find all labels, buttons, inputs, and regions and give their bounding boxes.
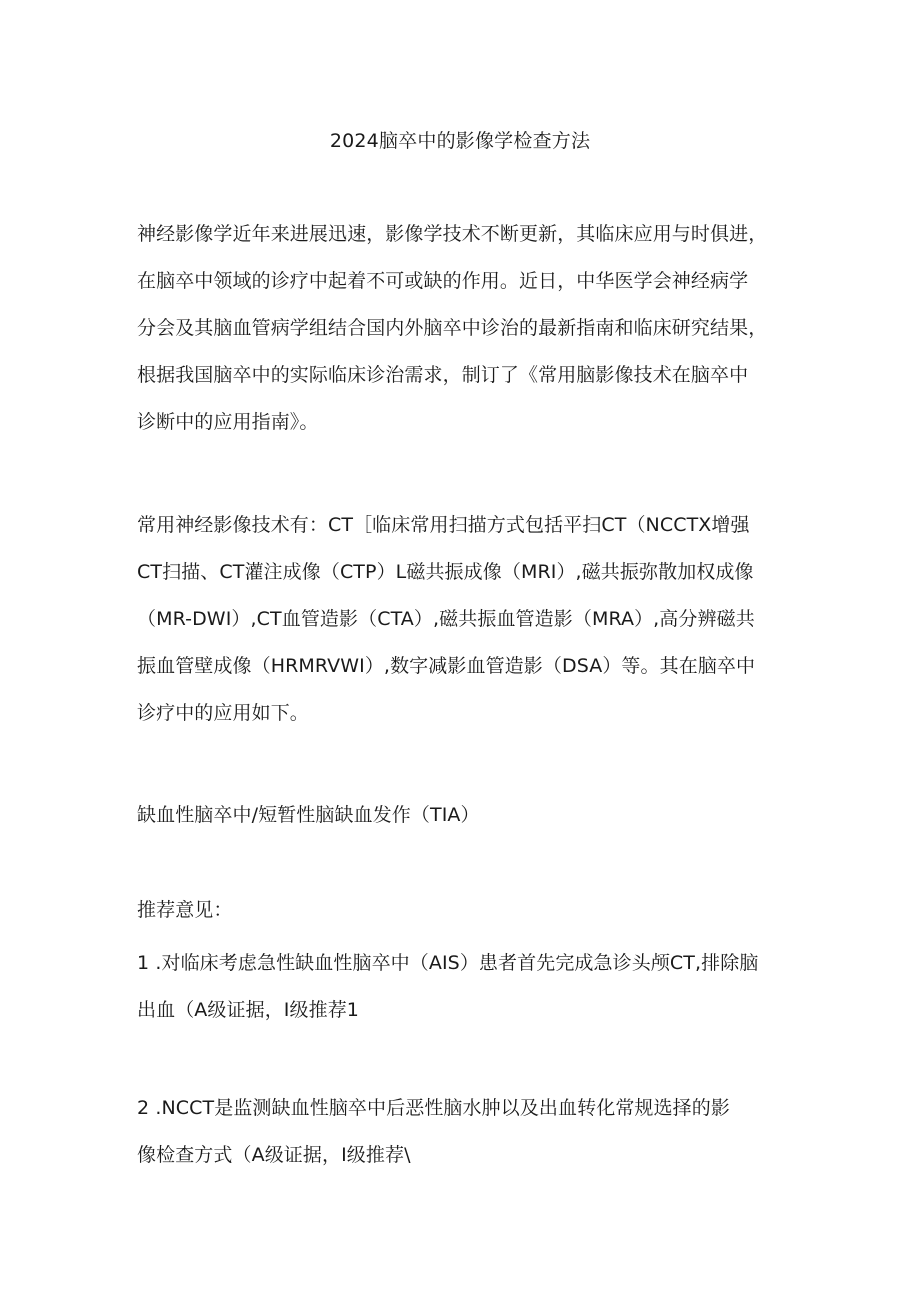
recommendation-item-1 [137,940,797,1034]
paragraph-line: 神经影像学近年来进展迅速，影像学技术不断更新，其临床应用与时俱进， [137,223,768,245]
paragraph-line: 诊疗中的应用如下。 [137,702,309,724]
document-title: 2024脑卒中的影像学检查方法 [329,130,591,152]
paragraph-line: 诊断中的应用指南》。 [137,411,319,433]
recommendations-label [137,887,797,934]
paragraph-line: 振血管壁成像（HRMRVWI）,数字减影血管造影（DSA）等。其在脑卒中 [137,655,756,677]
paragraph-line: 2 .NCCT是监测缺血性脑卒中后恶性脑水肿以及出血转化常规选择的影 [137,1097,730,1119]
paragraph-line: 根据我国脑卒中的实际临床诊治需求，制订了《常用脑影像技术在脑卒中 [137,364,749,386]
techniques-paragraph [137,502,797,737]
section-heading [137,792,797,839]
recommendation-item-2 [137,1085,797,1179]
paragraph-line: 分会及其脑血管病学组结合国内外脑卒中诊治的最新指南和临床研究结果， [137,317,768,339]
paragraph-line: CT扫描、CT灌注成像（CTP）L磁共振成像（MRI）,磁共振弥散加权成像 [137,561,754,583]
intro-paragraph [137,211,797,446]
paragraph-line: 常用神经影像技术有：CT［临床常用扫描方式包括平扫CT（NCCTX增强 [137,514,750,536]
label-line: 推荐意见： [137,899,233,921]
paragraph-line: 像检查方式（A级证据，I级推荐\ [137,1144,411,1166]
paragraph-line: 在脑卒中领域的诊疗中起着不可或缺的作用。近日，中华医学会神经病学 [137,270,749,292]
paragraph-line: （MR-DWI）,CT血管造影（CTA）,磁共振血管造影（MRA）,高分辨磁共 [137,608,755,630]
paragraph-line: 1 .对临床考虑急性缺血性脑卒中（AIS）患者首先完成急诊头颅CT,排除脑 [137,952,759,974]
heading-line: 缺血性脑卒中/短暂性脑缺血发作（TIA） [137,804,480,826]
paragraph-line: 出血（A级证据，I级推荐1 [137,999,359,1021]
